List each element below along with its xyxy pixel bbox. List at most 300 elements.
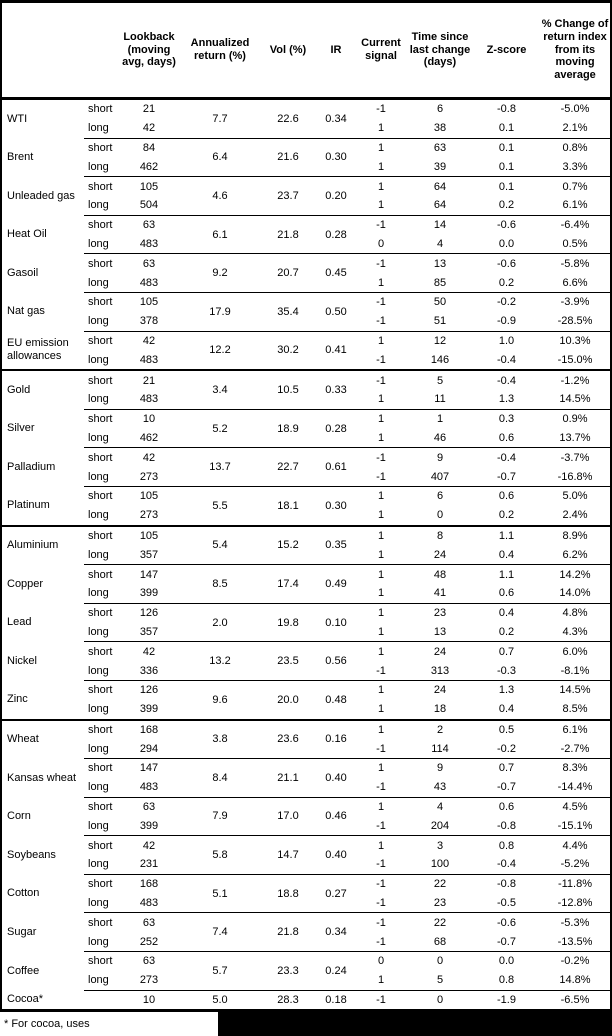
pct-change-value: 8.3% bbox=[540, 759, 610, 778]
lookback-value: 294 bbox=[139, 742, 159, 755]
footnote-text: * For cocoa, uses bbox=[4, 1018, 90, 1031]
signal-value: -1 bbox=[355, 215, 407, 234]
ir-value: 0.61 bbox=[317, 448, 355, 487]
ir-value: 0.45 bbox=[317, 254, 355, 293]
zscore-value: 0.0 bbox=[498, 237, 515, 250]
pct-change-value: -28.5% bbox=[557, 315, 593, 328]
table-header bbox=[2, 3, 610, 99]
lookback-value: 168 bbox=[117, 720, 181, 740]
zscore-value: 0.3 bbox=[473, 409, 540, 428]
zscore-value: 0.8 bbox=[498, 974, 515, 987]
leg-label: short bbox=[84, 254, 117, 273]
table-row bbox=[2, 526, 610, 546]
signal-value: 1 bbox=[355, 177, 407, 196]
leg-label: long bbox=[88, 625, 109, 638]
lookback-value: 483 bbox=[139, 237, 159, 250]
leg-label: short bbox=[84, 836, 117, 855]
pct-change-value: 0.5% bbox=[562, 237, 588, 250]
pct-change-value: -5.3% bbox=[540, 913, 610, 932]
leg-label: long bbox=[88, 935, 109, 948]
lookback-value: 336 bbox=[139, 664, 159, 677]
momentum-table bbox=[2, 3, 610, 1009]
vol-value: 22.7 bbox=[259, 448, 317, 487]
signal-value: 1 bbox=[377, 587, 385, 600]
zscore-value: 0.1 bbox=[498, 160, 515, 173]
signal-value: 1 bbox=[355, 797, 407, 816]
pct-change-value: 4.5% bbox=[540, 797, 610, 816]
zscore-value: -0.7 bbox=[497, 470, 516, 483]
commodity-name: Cocoa* bbox=[7, 993, 44, 1006]
table-row bbox=[2, 370, 610, 390]
pct-change-value: 4.4% bbox=[540, 836, 610, 855]
zscore-value: 0.7 bbox=[473, 642, 540, 661]
pct-change-value: 14.5% bbox=[559, 393, 591, 406]
signal-value: -1 bbox=[355, 990, 407, 1009]
table-row bbox=[2, 913, 610, 932]
annualized-return-value: 12.2 bbox=[181, 331, 259, 370]
ir-value: 0.41 bbox=[317, 331, 355, 370]
time-since-value: 85 bbox=[433, 276, 447, 289]
leg-label: short bbox=[84, 759, 117, 778]
leg-label: short bbox=[84, 292, 117, 311]
signal-value: -1 bbox=[355, 874, 407, 893]
zscore-value: 0.2 bbox=[498, 509, 515, 522]
signal-value: -1 bbox=[376, 103, 386, 116]
table-row bbox=[2, 874, 610, 893]
leg-label bbox=[84, 990, 117, 1009]
ir-value: 0.50 bbox=[317, 292, 355, 331]
vol-value: 18.9 bbox=[259, 409, 317, 448]
ir-value: 0.27 bbox=[317, 874, 355, 913]
zscore-value: -0.6 bbox=[473, 215, 540, 234]
annualized-return-value: 6.4 bbox=[181, 138, 259, 177]
signal-value: 1 bbox=[355, 565, 407, 584]
zscore-value: -0.5 bbox=[497, 897, 516, 910]
lookback-value: 231 bbox=[139, 858, 159, 871]
time-since-value: 100 bbox=[430, 858, 450, 871]
signal-value: 1 bbox=[377, 625, 385, 638]
time-since-value: 64 bbox=[433, 199, 447, 212]
leg-label: long bbox=[88, 393, 109, 406]
time-since-value: 9 bbox=[407, 448, 473, 467]
leg-label: long bbox=[88, 781, 109, 794]
pct-change-value: -5.0% bbox=[560, 103, 590, 116]
annualized-return-value: 5.5 bbox=[181, 486, 259, 525]
commodity-name: Silver bbox=[7, 422, 35, 435]
time-since-value: 48 bbox=[407, 565, 473, 584]
leg-label: short bbox=[84, 448, 117, 467]
lookback-value: 42 bbox=[142, 122, 156, 135]
time-since-value: 0 bbox=[436, 509, 444, 522]
commodity-name: Kansas wheat bbox=[7, 771, 77, 784]
zscore-value: -1.9 bbox=[473, 990, 540, 1009]
col-header-lookback: Lookback (moving avg, days) bbox=[117, 3, 181, 99]
col-header-current-signal: Current signal bbox=[355, 3, 407, 99]
time-since-value: 64 bbox=[407, 177, 473, 196]
vol-value: 21.8 bbox=[259, 913, 317, 952]
table-row bbox=[2, 797, 610, 816]
table-row bbox=[2, 952, 610, 971]
time-since-value: 23 bbox=[433, 897, 447, 910]
table-row bbox=[2, 292, 610, 311]
leg-label: short bbox=[84, 177, 117, 196]
time-since-value: 8 bbox=[407, 526, 473, 546]
pct-change-value: -3.7% bbox=[540, 448, 610, 467]
time-since-value: 2 bbox=[407, 720, 473, 740]
lookback-value: 10 bbox=[117, 990, 181, 1009]
zscore-value: -0.6 bbox=[473, 254, 540, 273]
leg-label: short bbox=[84, 565, 117, 584]
table-row bbox=[2, 331, 610, 350]
pct-change-value: -15.1% bbox=[557, 819, 593, 832]
vol-value: 17.4 bbox=[259, 565, 317, 604]
pct-change-value: -14.4% bbox=[557, 781, 593, 794]
pct-change-value: -0.2% bbox=[540, 952, 610, 971]
signal-value: 1 bbox=[377, 431, 385, 444]
lookback-value: 21 bbox=[117, 370, 181, 390]
zscore-value: 0.6 bbox=[498, 431, 515, 444]
lookback-value: 63 bbox=[117, 913, 181, 932]
zscore-value: -0.9 bbox=[497, 315, 516, 328]
table-row bbox=[2, 99, 610, 119]
time-since-value: 407 bbox=[430, 470, 450, 483]
signal-value: 1 bbox=[355, 759, 407, 778]
vol-value: 14.7 bbox=[259, 836, 317, 875]
signal-value: 1 bbox=[377, 548, 385, 561]
zscore-value: -0.8 bbox=[497, 819, 516, 832]
col-header-commodity bbox=[2, 3, 84, 99]
lookback-value: 63 bbox=[117, 952, 181, 971]
lookback-value: 63 bbox=[117, 797, 181, 816]
time-since-value: 24 bbox=[433, 548, 447, 561]
leg-label: short bbox=[84, 874, 117, 893]
commodity-name: Soybeans bbox=[7, 848, 56, 861]
annualized-return-value: 7.4 bbox=[181, 913, 259, 952]
leg-label: short bbox=[88, 103, 113, 116]
signal-value: 1 bbox=[355, 720, 407, 740]
lookback-value: 483 bbox=[139, 781, 159, 794]
lookback-value: 147 bbox=[117, 565, 181, 584]
signal-value: -1 bbox=[355, 370, 407, 390]
lookback-value: 63 bbox=[117, 254, 181, 273]
zscore-value: 0.6 bbox=[473, 797, 540, 816]
commodity-name: Gasoil bbox=[7, 266, 39, 279]
signal-value: 0 bbox=[377, 237, 385, 250]
zscore-value: 0.4 bbox=[498, 548, 515, 561]
vol-value: 23.6 bbox=[259, 720, 317, 759]
signal-value: 1 bbox=[355, 331, 407, 350]
leg-label: short bbox=[84, 331, 117, 350]
pct-change-value: -12.8% bbox=[557, 897, 593, 910]
pct-change-value: 6.1% bbox=[562, 199, 588, 212]
vol-value: 23.5 bbox=[259, 642, 317, 681]
lookback-value: 273 bbox=[139, 974, 159, 987]
zscore-value: -0.8 bbox=[473, 874, 540, 893]
time-since-value: 18 bbox=[433, 703, 447, 716]
signal-value: 1 bbox=[377, 122, 385, 135]
lookback-value: 378 bbox=[139, 315, 159, 328]
lookback-value: 273 bbox=[139, 509, 159, 522]
time-since-value: 39 bbox=[433, 160, 447, 173]
time-since-value: 5 bbox=[407, 370, 473, 390]
leg-label: short bbox=[84, 370, 117, 390]
lookback-value: 399 bbox=[139, 703, 159, 716]
vol-value: 20.7 bbox=[259, 254, 317, 293]
ir-value: 0.40 bbox=[317, 759, 355, 798]
signal-value: -1 bbox=[355, 254, 407, 273]
table-row bbox=[2, 720, 610, 740]
ir-value: 0.24 bbox=[317, 952, 355, 991]
lookback-value: 63 bbox=[117, 215, 181, 234]
zscore-value: -0.2 bbox=[473, 292, 540, 311]
commodity-name: Heat Oil bbox=[7, 228, 47, 241]
pct-change-value: 6.0% bbox=[540, 642, 610, 661]
signal-value: -1 bbox=[376, 781, 386, 794]
pct-change-value: 4.8% bbox=[540, 603, 610, 622]
pct-change-value: -5.2% bbox=[560, 858, 590, 871]
time-since-value: 24 bbox=[407, 680, 473, 699]
lookback-value: 105 bbox=[117, 292, 181, 311]
pct-change-value: 3.3% bbox=[562, 160, 588, 173]
signal-value: 1 bbox=[377, 160, 385, 173]
pct-change-value: 6.1% bbox=[540, 720, 610, 740]
table-row bbox=[2, 990, 610, 1009]
lookback-value: 21 bbox=[142, 103, 156, 116]
pct-change-value: -5.8% bbox=[540, 254, 610, 273]
ir-value: 0.48 bbox=[317, 680, 355, 719]
commodity-name: Nickel bbox=[7, 654, 37, 667]
commodity-name: Corn bbox=[7, 810, 31, 823]
time-since-value: 6 bbox=[436, 103, 444, 116]
annualized-return-value: 17.9 bbox=[181, 292, 259, 331]
pct-change-value: 13.7% bbox=[559, 431, 591, 444]
zscore-value: 0.7 bbox=[473, 759, 540, 778]
zscore-value: 0.2 bbox=[498, 625, 515, 638]
lookback-value: 483 bbox=[139, 353, 159, 366]
signal-value: 1 bbox=[355, 642, 407, 661]
signal-value: -1 bbox=[376, 315, 386, 328]
zscore-value: -0.7 bbox=[497, 935, 516, 948]
signal-value: 1 bbox=[377, 393, 385, 406]
signal-value: -1 bbox=[376, 897, 386, 910]
zscore-value: -0.4 bbox=[497, 353, 516, 366]
annualized-return-value: 9.6 bbox=[181, 680, 259, 719]
time-since-value: 43 bbox=[433, 781, 447, 794]
commodity-name: Gold bbox=[2, 370, 84, 409]
time-since-value: 41 bbox=[433, 587, 447, 600]
pct-change-value: 5.0% bbox=[540, 486, 610, 505]
time-since-value: 14 bbox=[407, 215, 473, 234]
leg-label: long bbox=[88, 160, 109, 173]
pct-change-value: 14.2% bbox=[540, 565, 610, 584]
pct-change-value: 2.4% bbox=[562, 509, 588, 522]
table-row bbox=[2, 138, 610, 157]
signal-value: -1 bbox=[376, 858, 386, 871]
pct-change-value: 0.7% bbox=[540, 177, 610, 196]
annualized-return-value: 3.8 bbox=[181, 720, 259, 759]
annualized-return-value: 5.0 bbox=[181, 990, 259, 1009]
pct-change-value: 10.3% bbox=[540, 331, 610, 350]
zscore-value: -0.4 bbox=[473, 448, 540, 467]
commodity-name: Cotton bbox=[7, 887, 40, 900]
time-since-value: 68 bbox=[433, 935, 447, 948]
signal-value: -1 bbox=[376, 819, 386, 832]
commodity-name: Brent bbox=[7, 151, 34, 164]
time-since-value: 9 bbox=[407, 759, 473, 778]
vol-value: 23.7 bbox=[259, 177, 317, 216]
ir-value: 0.30 bbox=[317, 486, 355, 525]
zscore-value: -0.6 bbox=[473, 913, 540, 932]
signal-value: -1 bbox=[355, 292, 407, 311]
annualized-return-value: 5.7 bbox=[181, 952, 259, 991]
col-header-vol: Vol (%) bbox=[259, 3, 317, 99]
vol-value: 22.6 bbox=[277, 112, 299, 125]
ir-value: 0.30 bbox=[317, 138, 355, 177]
lookback-value: 462 bbox=[139, 431, 159, 444]
zscore-value: 0.1 bbox=[473, 177, 540, 196]
col-header-time-since-last-change: Time since last change (days) bbox=[407, 3, 473, 99]
pct-change-value: 8.5% bbox=[562, 703, 588, 716]
pct-change-value: -15.0% bbox=[557, 353, 593, 366]
lookback-value: 10 bbox=[117, 409, 181, 428]
leg-label: short bbox=[84, 642, 117, 661]
time-since-value: 146 bbox=[430, 353, 450, 366]
time-since-value: 204 bbox=[430, 819, 450, 832]
leg-label: short bbox=[84, 797, 117, 816]
leg-label: long bbox=[88, 509, 109, 522]
zscore-value: 1.3 bbox=[473, 680, 540, 699]
leg-label: long bbox=[88, 974, 109, 987]
annualized-return-value: 4.6 bbox=[181, 177, 259, 216]
pct-change-value: -8.1% bbox=[560, 664, 590, 677]
ir-value: 0.10 bbox=[317, 603, 355, 642]
zscore-value: 1.1 bbox=[473, 565, 540, 584]
ir-value: 0.28 bbox=[317, 409, 355, 448]
leg-label: long bbox=[88, 470, 109, 483]
col-header-annualized-return: Annualized return (%) bbox=[181, 3, 259, 99]
signal-value: 1 bbox=[377, 276, 385, 289]
table-row bbox=[2, 565, 610, 584]
table-row bbox=[2, 836, 610, 855]
leg-label: short bbox=[84, 680, 117, 699]
zscore-value: 1.1 bbox=[473, 526, 540, 546]
leg-label: short bbox=[84, 215, 117, 234]
pct-change-value: -3.9% bbox=[540, 292, 610, 311]
lookback-value: 399 bbox=[139, 819, 159, 832]
leg-label: long bbox=[88, 122, 109, 135]
pct-change-value: -6.4% bbox=[540, 215, 610, 234]
time-since-value: 114 bbox=[431, 742, 449, 755]
zscore-value: 0.5 bbox=[473, 720, 540, 740]
time-since-value: 3 bbox=[407, 836, 473, 855]
lookback-value: 483 bbox=[139, 897, 159, 910]
lookback-value: 399 bbox=[139, 587, 159, 600]
signal-value: 1 bbox=[355, 486, 407, 505]
signal-value: 1 bbox=[355, 409, 407, 428]
signal-value: -1 bbox=[376, 935, 386, 948]
footnote bbox=[0, 1012, 218, 1036]
lookback-value: 105 bbox=[117, 486, 181, 505]
signal-value: 1 bbox=[355, 526, 407, 546]
table-footer bbox=[0, 1012, 612, 1036]
signal-value: 1 bbox=[377, 199, 385, 212]
annualized-return-value: 7.7 bbox=[212, 112, 228, 125]
lookback-value: 84 bbox=[117, 138, 181, 157]
zscore-value: 0.4 bbox=[473, 603, 540, 622]
ir-value: 0.49 bbox=[317, 565, 355, 604]
lookback-value: 483 bbox=[139, 276, 159, 289]
zscore-value: -0.4 bbox=[497, 858, 516, 871]
lookback-value: 168 bbox=[117, 874, 181, 893]
signal-value: 1 bbox=[377, 509, 385, 522]
lookback-value: 105 bbox=[117, 526, 181, 546]
ir-value: 0.56 bbox=[317, 642, 355, 681]
annualized-return-value: 3.4 bbox=[181, 370, 259, 409]
time-since-value: 50 bbox=[407, 292, 473, 311]
commodity-name: Coffee bbox=[7, 964, 40, 977]
leg-label: long bbox=[88, 237, 109, 250]
time-since-value: 11 bbox=[434, 393, 446, 406]
lookback-value: 483 bbox=[139, 393, 159, 406]
lookback-value: 126 bbox=[117, 603, 181, 622]
ir-value: 0.28 bbox=[317, 215, 355, 254]
pct-change-value: 6.6% bbox=[562, 276, 588, 289]
table-row bbox=[2, 254, 610, 273]
vol-value: 23.3 bbox=[259, 952, 317, 991]
zscore-value: 0.1 bbox=[473, 138, 540, 157]
lookback-value: 504 bbox=[139, 199, 159, 212]
leg-label: long bbox=[88, 742, 109, 755]
zscore-value: -0.2 bbox=[497, 742, 516, 755]
col-header-leg bbox=[84, 3, 117, 99]
signal-value: -1 bbox=[355, 913, 407, 932]
time-since-value: 5 bbox=[436, 974, 444, 987]
time-since-value: 4 bbox=[407, 797, 473, 816]
zscore-value: 0.4 bbox=[498, 703, 515, 716]
table-row bbox=[2, 759, 610, 778]
ir-value: 0.33 bbox=[317, 370, 355, 409]
time-since-value: 51 bbox=[433, 315, 447, 328]
lookback-value: 42 bbox=[117, 448, 181, 467]
signal-value: 1 bbox=[377, 974, 385, 987]
leg-label: short bbox=[84, 526, 117, 546]
time-since-value: 1 bbox=[407, 409, 473, 428]
commodity-name: Unleaded gas bbox=[7, 189, 75, 202]
lookback-value: 147 bbox=[117, 759, 181, 778]
zscore-value: 0.2 bbox=[498, 199, 515, 212]
leg-label: short bbox=[84, 486, 117, 505]
signal-value: -1 bbox=[355, 448, 407, 467]
ir-value: 0.34 bbox=[317, 913, 355, 952]
leg-label: long bbox=[88, 858, 109, 871]
pct-change-value: -1.2% bbox=[540, 370, 610, 390]
zscore-value: 0.2 bbox=[498, 276, 515, 289]
vol-value: 17.0 bbox=[259, 797, 317, 836]
signal-value: 0 bbox=[355, 952, 407, 971]
ir-value: 0.40 bbox=[317, 836, 355, 875]
time-since-value: 313 bbox=[430, 664, 450, 677]
annualized-return-value: 8.4 bbox=[181, 759, 259, 798]
table-row bbox=[2, 215, 610, 234]
leg-label: long bbox=[88, 703, 109, 716]
signal-value: -1 bbox=[376, 353, 386, 366]
leg-label: long bbox=[88, 431, 109, 444]
time-since-value: 13 bbox=[407, 254, 473, 273]
signal-value: -1 bbox=[376, 664, 386, 677]
lookback-value: 357 bbox=[139, 625, 159, 638]
annualized-return-value: 5.1 bbox=[181, 874, 259, 913]
time-since-value: 0 bbox=[407, 990, 473, 1009]
